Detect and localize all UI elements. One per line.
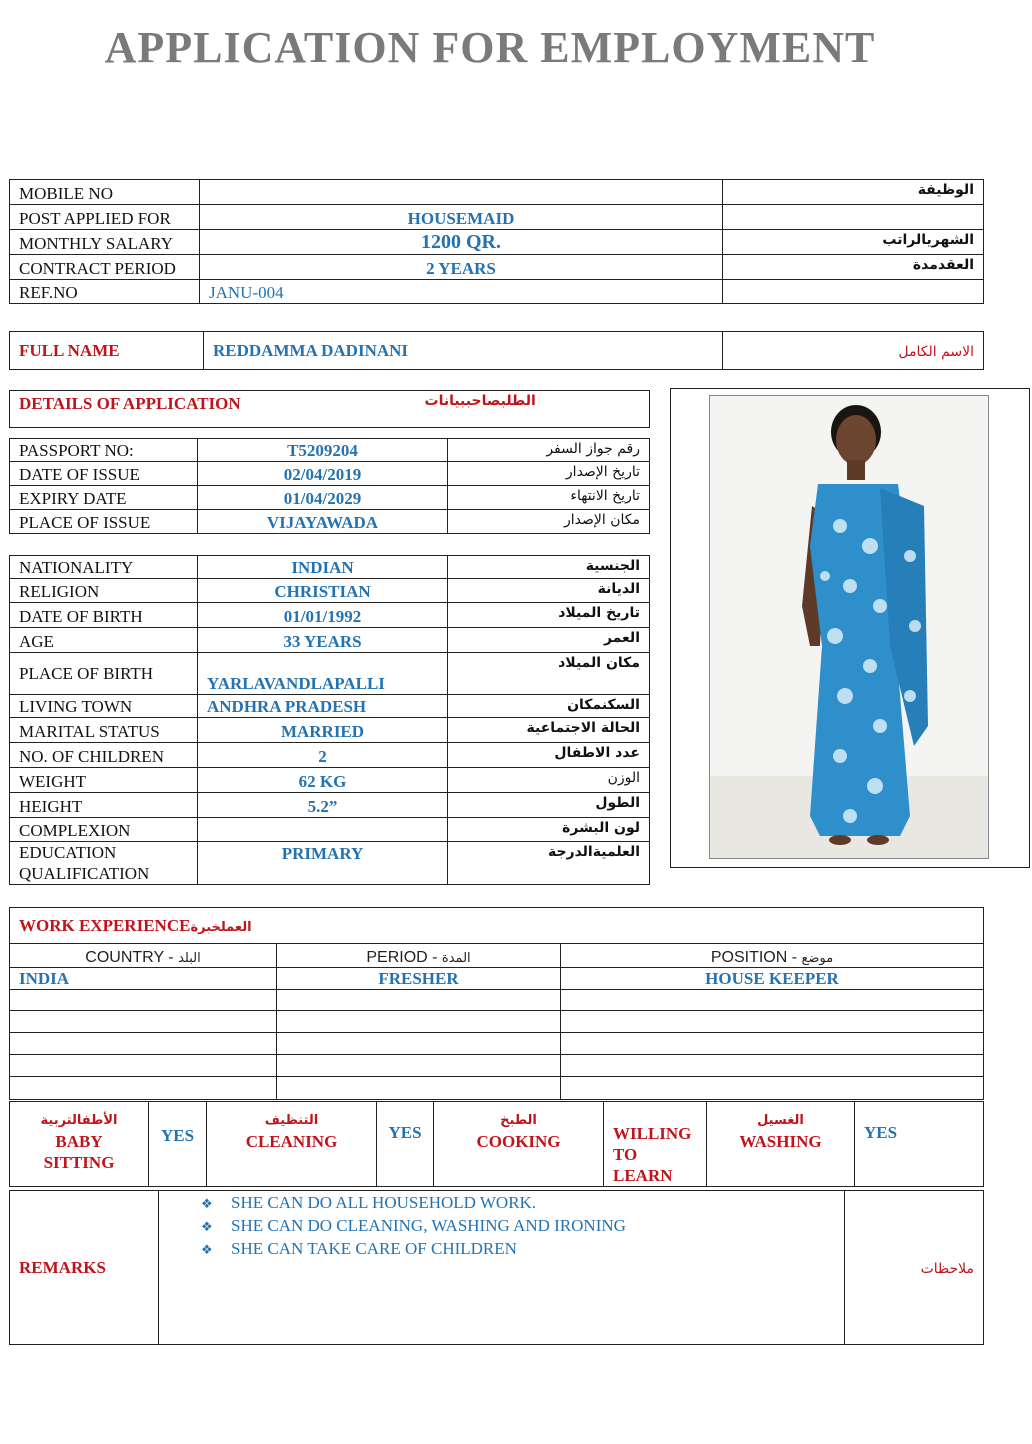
religion-label: RELIGION [10,579,198,603]
ref-arabic [723,280,984,304]
col-country-label: COUNTRY - [85,949,174,966]
table-row [10,695,650,718]
cleaning-label: CLEANING [245,1132,338,1151]
ref-label: REF.NO [10,280,200,304]
education-label [10,842,198,885]
table-row [10,1033,984,1055]
details-header [9,390,650,428]
cooking-arabic: الطبخ [500,1113,537,1128]
post-label: POST APPLIED FOR [10,205,200,230]
table-row [10,653,650,695]
remarks-table [9,1190,984,1345]
table-row [10,1011,984,1033]
place-issue-label: PLACE OF ISSUE [10,510,198,534]
passport-table [9,438,650,534]
education-arabic: العلميةالدرجة [448,842,650,885]
table-row [10,628,650,653]
col-period-label: PERIOD - [366,949,438,966]
complexion-label: COMPLEXION [10,818,198,842]
salary-label: MONTHLY SALARY [10,230,200,255]
marital-label: MARITAL STATUS [10,718,198,743]
education-label-line2: QUALIFICATION [19,864,150,883]
religion-value: CHRISTIAN [198,579,448,603]
willing-to-learn [604,1102,707,1187]
table-row [10,768,650,793]
age-value: 33 YEARS [198,628,448,653]
salary-value: 1200 QR. [200,230,723,255]
expiry-arabic: تاريخ الانتهاء [448,486,650,510]
place-issue-value: VIJAYAWADA [198,510,448,534]
weight-value: 62 KG [198,768,448,793]
height-arabic: الطول [448,793,650,818]
willing-line1: WILLING [613,1124,692,1143]
weight-arabic: الوزن [448,768,650,793]
education-value: PRIMARY [198,842,448,885]
baby-sitting-value: YES [149,1102,207,1187]
details-label: DETAILS OF APPLICATION [10,391,410,428]
full-name-label: FULL NAME [10,332,204,370]
religion-arabic: الديانة [448,579,650,603]
cleaning-arabic: التنظيف [264,1113,319,1128]
pob-value: YARLAVANDLAPALLI [198,653,448,695]
bullet-icon: ❖ [201,1243,213,1258]
baby-sitting-line2: SITTING [43,1153,115,1172]
table-row [10,180,984,205]
pob-label: PLACE OF BIRTH [10,653,198,695]
willing-line3: LEARN [613,1166,673,1185]
person-figure-icon [710,396,988,858]
living-town-label: LIVING TOWN [10,695,198,718]
complexion-value [198,818,448,842]
cooking-skill [434,1102,604,1187]
skills-table [9,1101,984,1187]
table-row [10,818,650,842]
table-row [10,230,984,255]
salary-arabic: الشهريالراتب [723,230,984,255]
table-row [10,439,650,462]
work-experience-table [9,907,984,1100]
children-value: 2 [198,743,448,768]
remark-text: SHE CAN DO ALL HOUSEHOLD WORK. [231,1193,537,1212]
washing-skill [707,1102,855,1187]
contract-arabic: العقدمدة [723,255,984,280]
remarks-body [159,1191,845,1345]
cleaning-skill [207,1102,377,1187]
personal-table [9,555,650,885]
work-title-cell [10,908,984,944]
nationality-arabic: الجنسية [448,556,650,579]
place-issue-arabic: مكان الإصدار [448,510,650,534]
remarks-arabic: ملاحظات [845,1191,984,1345]
ref-value: JANU-004 [200,280,723,304]
work-country: INDIA [10,968,277,990]
washing-arabic: الغسيل [757,1113,804,1128]
remark-text: SHE CAN DO CLEANING, WASHING AND IRONING [231,1216,626,1235]
table-row [10,486,650,510]
work-header-row [10,944,984,968]
post-table [9,179,984,304]
table-row [10,556,650,579]
dob-label: DATE OF BIRTH [10,603,198,628]
nationality-label: NATIONALITY [10,556,198,579]
col-position [561,944,984,968]
remarks-label: REMARKS [10,1191,159,1345]
photo-frame [670,388,1030,868]
table-row [10,510,650,534]
col-period [277,944,561,968]
dob-arabic: تاريخ الميلاد [448,603,650,628]
remarks-list [201,1192,835,1261]
table-row [10,603,650,628]
list-item [201,1192,835,1215]
list-item [201,1215,835,1238]
nationality-value: INDIAN [198,556,448,579]
table-row [10,743,650,768]
age-arabic: العمر [448,628,650,653]
table-row [10,280,984,304]
weight-label: WEIGHT [10,768,198,793]
cooking-label: COOKING [476,1132,561,1151]
list-item [201,1238,835,1261]
height-value: 5.2” [198,793,448,818]
baby-sitting-skill [10,1102,149,1187]
children-arabic: عدد الاطفال [448,743,650,768]
living-town-value: ANDHRA PRADESH [198,695,448,718]
issue-label: DATE OF ISSUE [10,462,198,486]
col-country [10,944,277,968]
table-row [10,255,984,280]
col-period-arabic: المدة [441,951,471,966]
passport-value: T5209204 [198,439,448,462]
children-label: NO. OF CHILDREN [10,743,198,768]
table-row [10,579,650,603]
mobile-arabic: الوظيفة [723,180,984,205]
contract-label: CONTRACT PERIOD [10,255,200,280]
full-name-arabic: الاسم الكامل [723,332,984,370]
passport-arabic: رقم جواز السفر [448,439,650,462]
table-row [10,205,984,230]
height-label: HEIGHT [10,793,198,818]
work-title-arabic: العملخبرة [190,919,252,935]
washing-label: WASHING [739,1132,822,1151]
living-town-arabic: السكنمكان [448,695,650,718]
table-row [10,842,650,885]
table-row [10,1077,984,1100]
table-row [10,990,984,1011]
details-arabic: الطلبصاحببيانات [410,391,650,428]
table-row [10,1055,984,1077]
issue-value: 02/04/2019 [198,462,448,486]
bullet-icon: ❖ [201,1220,213,1235]
bullet-icon: ❖ [201,1197,213,1212]
pob-arabic: مكان الميلاد [448,653,650,695]
col-country-arabic: البلد [178,951,201,966]
marital-arabic: الحالة الاجتماعية [448,718,650,743]
expiry-label: EXPIRY DATE [10,486,198,510]
work-period: FRESHER [277,968,561,990]
work-title: WORK EXPERIENCE [19,915,191,935]
contract-value: 2 YEARS [200,255,723,280]
table-row [10,462,650,486]
work-position: HOUSE KEEPER [561,968,984,990]
baby-sitting-line1: BABY [55,1132,103,1151]
washing-value: YES [855,1102,984,1187]
cleaning-value: YES [377,1102,434,1187]
issue-arabic: تاريخ الإصدار [448,462,650,486]
table-row [10,968,984,990]
col-position-label: POSITION - [710,949,798,966]
mobile-value [200,180,723,205]
complexion-arabic: لون البشرة [448,818,650,842]
page-title: APPLICATION FOR EMPLOYMENT [104,23,876,72]
table-row [10,793,650,818]
post-arabic [723,205,984,230]
post-value: HOUSEMAID [200,205,723,230]
passport-label: PASSPORT NO: [10,439,198,462]
education-label-line1: EDUCATION [19,843,117,862]
applicant-photo [709,395,989,859]
col-position-arabic: موضع [801,951,834,966]
mobile-label: MOBILE NO [10,180,200,205]
dob-value: 01/01/1992 [198,603,448,628]
full-name-table [9,331,984,370]
age-label: AGE [10,628,198,653]
remark-text: SHE CAN TAKE CARE OF CHILDREN [231,1239,517,1258]
expiry-value: 01/04/2029 [198,486,448,510]
table-row [10,718,650,743]
willing-line2: TO [613,1145,638,1164]
baby-sitting-arabic: الأطفالتربية [40,1113,118,1128]
full-name-value: REDDAMMA DADINANI [204,332,723,370]
marital-value: MARRIED [198,718,448,743]
